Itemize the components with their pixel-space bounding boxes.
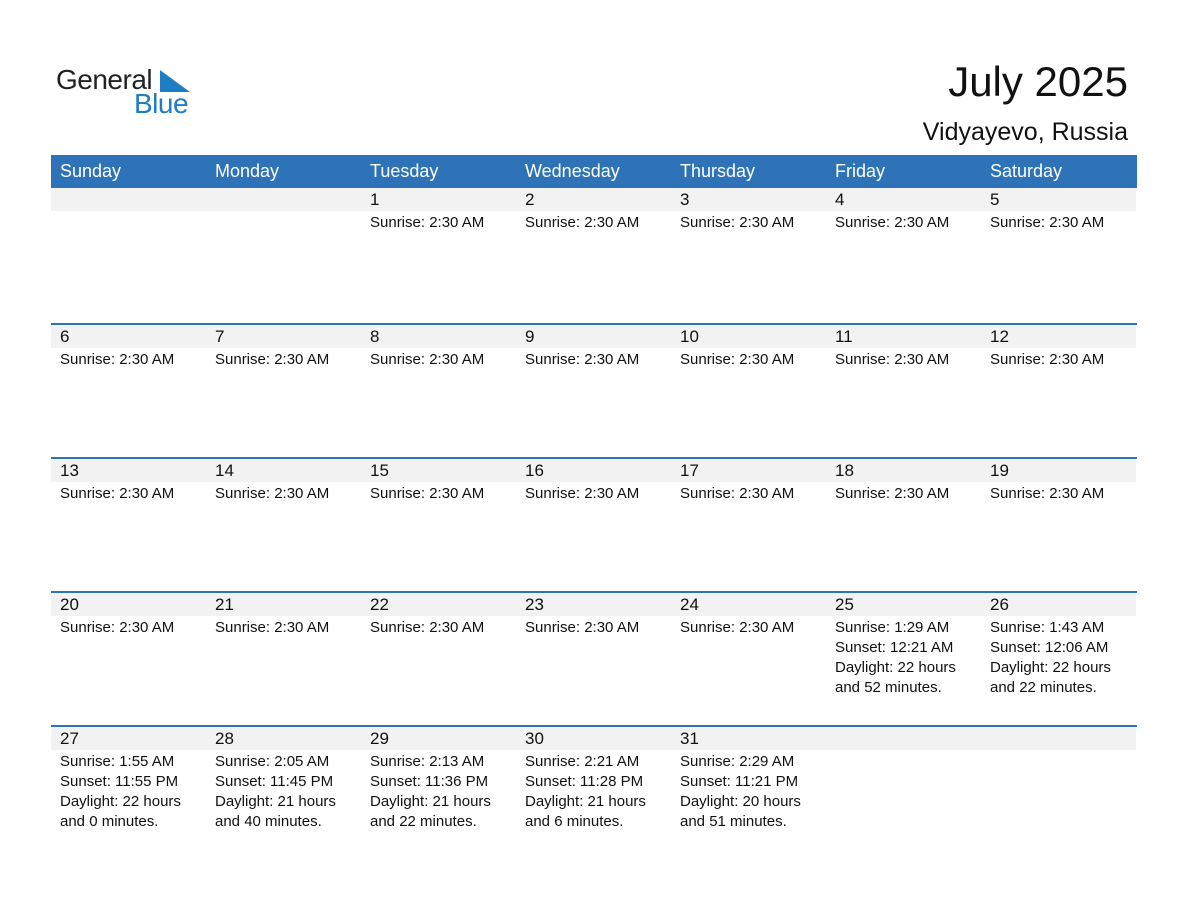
sun-info-line: Sunrise: 2:21 AM xyxy=(525,753,640,770)
day-number: 3 xyxy=(671,188,826,211)
day-cell xyxy=(51,593,206,725)
sun-info xyxy=(981,750,1136,752)
sun-info-line: Sunset: 11:36 PM xyxy=(370,773,489,790)
sun-info-line: Sunrise: 1:43 AM xyxy=(990,619,1105,636)
day-cell xyxy=(206,727,361,859)
day-cell xyxy=(361,727,516,859)
sun-info xyxy=(361,616,516,638)
sun-info-line: Sunrise: 2:30 AM xyxy=(525,485,640,502)
day-cell xyxy=(206,325,361,457)
sun-info xyxy=(826,211,981,233)
sun-info-line: Sunset: 11:21 PM xyxy=(680,773,799,790)
day-number: 13 xyxy=(51,459,206,482)
day-cell xyxy=(206,188,361,323)
sun-info-line: Sunrise: 2:30 AM xyxy=(60,485,175,502)
sun-info-line: Sunrise: 2:30 AM xyxy=(680,619,795,636)
weekday-saturday: Saturday xyxy=(990,161,1063,181)
sun-info xyxy=(206,750,361,832)
sun-info-line: Sunrise: 2:30 AM xyxy=(215,351,330,368)
logo-text-blue: Blue xyxy=(134,88,189,119)
day-number: 22 xyxy=(361,593,516,616)
week-row xyxy=(51,725,1137,859)
week-row xyxy=(51,188,1137,323)
sun-info xyxy=(826,750,981,752)
day-cell xyxy=(516,325,671,457)
day-cell xyxy=(671,727,826,859)
sun-info-line: Sunrise: 2:30 AM xyxy=(680,214,795,231)
week-row xyxy=(51,591,1137,725)
day-cell xyxy=(671,325,826,457)
day-cell xyxy=(981,727,1136,859)
weekday-monday: Monday xyxy=(215,161,280,181)
sun-info-line: and 22 minutes. xyxy=(990,679,1097,696)
week-row xyxy=(51,457,1137,591)
day-cell xyxy=(206,593,361,725)
day-number: 11 xyxy=(826,325,981,348)
week-row xyxy=(51,323,1137,457)
day-cell xyxy=(361,325,516,457)
sun-info-line: Sunrise: 2:29 AM xyxy=(680,753,795,770)
sun-info xyxy=(671,750,826,832)
sun-info xyxy=(516,482,671,504)
day-number: 2 xyxy=(516,188,671,211)
sun-info-line: Sunrise: 2:30 AM xyxy=(835,485,950,502)
day-cell xyxy=(51,459,206,591)
sun-info-line: Sunrise: 2:30 AM xyxy=(370,619,485,636)
day-cell xyxy=(671,459,826,591)
day-number: 9 xyxy=(516,325,671,348)
day-number xyxy=(51,188,206,211)
day-cell xyxy=(516,593,671,725)
day-number: 29 xyxy=(361,727,516,750)
day-number: 24 xyxy=(671,593,826,616)
day-number: 19 xyxy=(981,459,1136,482)
sun-info-line: Sunrise: 2:30 AM xyxy=(525,214,640,231)
day-cell xyxy=(206,459,361,591)
day-number: 17 xyxy=(671,459,826,482)
day-number xyxy=(206,188,361,211)
sun-info xyxy=(671,211,826,233)
sun-info-line: and 51 minutes. xyxy=(680,813,787,830)
sun-info xyxy=(51,482,206,504)
day-number: 10 xyxy=(671,325,826,348)
sun-info-line: Sunset: 11:55 PM xyxy=(60,773,179,790)
day-number: 27 xyxy=(51,727,206,750)
generalblue-logo xyxy=(56,64,206,120)
sun-info xyxy=(51,750,206,832)
day-number: 14 xyxy=(206,459,361,482)
day-cell xyxy=(51,188,206,323)
sun-info-line: Sunrise: 2:30 AM xyxy=(60,619,175,636)
calendar-grid xyxy=(51,155,1137,859)
day-cell xyxy=(361,459,516,591)
day-cell xyxy=(51,325,206,457)
sun-info-line: Sunrise: 1:29 AM xyxy=(835,619,950,636)
day-cell xyxy=(981,188,1136,323)
day-cell xyxy=(981,593,1136,725)
day-number: 31 xyxy=(671,727,826,750)
sun-info xyxy=(361,211,516,233)
sun-info-line: Sunrise: 2:30 AM xyxy=(370,351,485,368)
sun-info-line: Daylight: 21 hours xyxy=(525,793,646,810)
sun-info-line: Sunrise: 2:30 AM xyxy=(990,485,1105,502)
sun-info xyxy=(361,750,516,832)
sun-info-line: and 52 minutes. xyxy=(835,679,942,696)
weekday-thursday: Thursday xyxy=(680,161,756,181)
sun-info xyxy=(516,348,671,370)
sun-info-line: Sunset: 11:28 PM xyxy=(525,773,644,790)
day-number xyxy=(826,727,981,750)
sun-info xyxy=(206,616,361,638)
sun-info xyxy=(981,348,1136,370)
sun-info-line: Daylight: 20 hours xyxy=(680,793,801,810)
sun-info xyxy=(206,348,361,370)
logo-text-general: General xyxy=(56,64,153,95)
sun-info xyxy=(826,482,981,504)
sun-info-line: Sunset: 12:21 AM xyxy=(835,639,954,656)
sun-info xyxy=(206,482,361,504)
sun-info-line: Daylight: 22 hours xyxy=(60,793,181,810)
day-number xyxy=(981,727,1136,750)
sun-info xyxy=(671,482,826,504)
day-number: 21 xyxy=(206,593,361,616)
day-cell xyxy=(981,459,1136,591)
day-cell xyxy=(516,727,671,859)
day-number: 6 xyxy=(51,325,206,348)
sun-info xyxy=(981,616,1136,698)
weekday-friday: Friday xyxy=(835,161,886,181)
sun-info xyxy=(671,616,826,638)
sun-info-line: Sunrise: 2:05 AM xyxy=(215,753,330,770)
weeks-container xyxy=(51,188,1137,859)
sun-info-line: Sunrise: 2:30 AM xyxy=(370,214,485,231)
sun-info-line: Sunrise: 2:30 AM xyxy=(835,214,950,231)
sun-info-line: Sunset: 11:45 PM xyxy=(215,773,334,790)
day-number: 5 xyxy=(981,188,1136,211)
sun-info xyxy=(516,211,671,233)
sun-info-line: Sunrise: 2:13 AM xyxy=(370,753,485,770)
sun-info-line: Sunrise: 2:30 AM xyxy=(990,351,1105,368)
sun-info-line: Sunrise: 2:30 AM xyxy=(680,485,795,502)
sun-info xyxy=(981,482,1136,504)
day-number: 30 xyxy=(516,727,671,750)
day-cell xyxy=(671,593,826,725)
sun-info xyxy=(361,482,516,504)
sun-info-line: Sunrise: 2:30 AM xyxy=(60,351,175,368)
sun-info-line: Sunrise: 2:30 AM xyxy=(215,485,330,502)
day-number: 15 xyxy=(361,459,516,482)
day-number: 28 xyxy=(206,727,361,750)
day-cell xyxy=(361,188,516,323)
sun-info xyxy=(51,616,206,638)
day-cell xyxy=(516,188,671,323)
weekday-tuesday: Tuesday xyxy=(370,161,439,181)
location-subtitle: Vidyayevo, Russia xyxy=(922,118,1128,146)
sun-info xyxy=(51,348,206,370)
day-number: 12 xyxy=(981,325,1136,348)
day-number: 16 xyxy=(516,459,671,482)
day-cell xyxy=(826,459,981,591)
day-number: 20 xyxy=(51,593,206,616)
sun-info-line: Daylight: 22 hours xyxy=(835,659,956,676)
sun-info xyxy=(516,616,671,638)
day-cell xyxy=(981,325,1136,457)
day-cell xyxy=(826,325,981,457)
sun-info-line: and 22 minutes. xyxy=(370,813,477,830)
sun-info-line: Sunrise: 1:55 AM xyxy=(60,753,175,770)
sun-info-line: Sunrise: 2:30 AM xyxy=(525,619,640,636)
sun-info-line: Daylight: 21 hours xyxy=(370,793,491,810)
day-number: 7 xyxy=(206,325,361,348)
day-cell xyxy=(361,593,516,725)
sun-info-line: Sunrise: 2:30 AM xyxy=(215,619,330,636)
weekday-wednesday: Wednesday xyxy=(525,161,620,181)
sun-info xyxy=(206,211,361,213)
day-cell xyxy=(51,727,206,859)
sun-info xyxy=(826,348,981,370)
sun-info xyxy=(516,750,671,832)
sun-info xyxy=(361,348,516,370)
sun-info-line: Daylight: 22 hours xyxy=(990,659,1111,676)
day-cell xyxy=(671,188,826,323)
sun-info-line: Sunset: 12:06 AM xyxy=(990,639,1109,656)
day-number: 1 xyxy=(361,188,516,211)
day-cell xyxy=(516,459,671,591)
sun-info-line: and 0 minutes. xyxy=(60,813,159,830)
day-cell xyxy=(826,188,981,323)
day-number: 8 xyxy=(361,325,516,348)
day-number: 4 xyxy=(826,188,981,211)
day-cell xyxy=(826,593,981,725)
sun-info-line: Sunrise: 2:30 AM xyxy=(990,214,1105,231)
sun-info xyxy=(51,211,206,213)
sun-info-line: and 6 minutes. xyxy=(525,813,624,830)
sun-info xyxy=(826,616,981,698)
day-number: 25 xyxy=(826,593,981,616)
page-title: July 2025 xyxy=(948,58,1128,105)
sun-info xyxy=(981,211,1136,233)
sun-info xyxy=(671,348,826,370)
day-number: 26 xyxy=(981,593,1136,616)
day-cell xyxy=(826,727,981,859)
sun-info-line: Sunrise: 2:30 AM xyxy=(680,351,795,368)
sun-info-line: Daylight: 21 hours xyxy=(215,793,336,810)
sun-info-line: Sunrise: 2:30 AM xyxy=(525,351,640,368)
sun-info-line: Sunrise: 2:30 AM xyxy=(835,351,950,368)
sun-info-line: Sunrise: 2:30 AM xyxy=(370,485,485,502)
weekday-header-row xyxy=(51,155,1137,188)
weekday-sunday: Sunday xyxy=(60,161,122,181)
sun-info-line: and 40 minutes. xyxy=(215,813,322,830)
day-number: 23 xyxy=(516,593,671,616)
day-number: 18 xyxy=(826,459,981,482)
